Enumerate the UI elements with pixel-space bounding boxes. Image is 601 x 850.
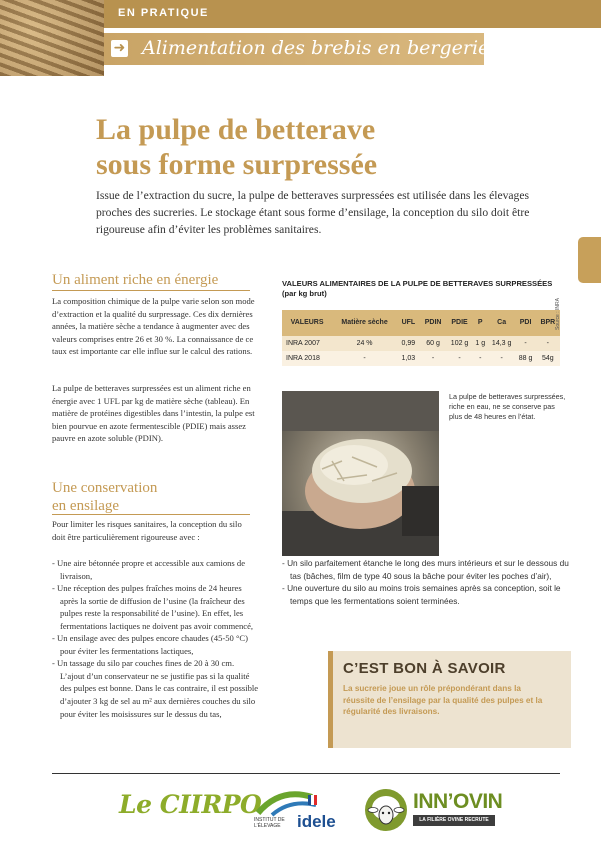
intro-paragraph: Issue de l’extraction du sucre, la pulpe de betteraves surpressées est utilisée dans les élevages proches des sucreries. Le stockage étant sous forme d’ensilage, la conception du silo doit être rigoureuse afin d’éviter les problèmes sanitaires. (96, 189, 530, 236)
arrow-right-icon: ➜ (111, 40, 128, 57)
table-header-cell: UFL (397, 310, 420, 336)
table-cell: - (516, 336, 536, 351)
table-subtitle: (par kg brut) (282, 289, 327, 298)
table-header-cell: PDIN (420, 310, 447, 336)
table-header-cell: P (473, 310, 488, 336)
silo-requirements-list-continued (282, 557, 582, 607)
silo-requirements-list (52, 557, 260, 720)
table-header-row (282, 310, 560, 336)
info-box-text: La sucrerie joue un rôle prépondérant dans la réussite de l’ensilage par la qualité des pulpes et la régularité des livraisons. (343, 684, 543, 716)
table-cell: 14,3 g (488, 336, 516, 351)
table-cell: - (488, 351, 516, 366)
table-cell: 1,03 (397, 351, 420, 366)
table-header-cell: PDI (516, 310, 536, 336)
table-source: Source : INRA (555, 298, 561, 330)
header-photo (0, 0, 104, 76)
sheep-icon (362, 788, 410, 832)
section2-intro: Pour limiter les risques sanitaires, la conception du silo doit être particulièrement rigoureuse avec : (52, 519, 242, 542)
idele-logo-small-text: INSTITUT DE L’ÉLEVAGE (254, 817, 285, 829)
table-cell: - (332, 351, 397, 366)
innovin-logo-text: INN’OVIN (413, 790, 503, 813)
list-item: - Un ensilage avec des pulpes encore chaudes (45-50 °C) pour éviter les fermentations lactiques, (52, 633, 249, 656)
list-item: - Une aire bétonnée propre et accessible aux camions de livraison, (52, 558, 246, 581)
table-cell: - (473, 351, 488, 366)
footer-rule (52, 773, 560, 774)
info-box-title: C’EST BON À SAVOIR (343, 660, 506, 677)
header-subtitle: Alimentation des brebis en bergerie (142, 37, 490, 59)
section-heading-conservation: Une conservation en ensilage (52, 480, 158, 514)
list-item: - Une réception des pulpes fraîches moins de 24 heures après la sortie de diffusion de l’usine (la fraîcheur des pulpes reste la responsabilité de l’usine). En effet, les fermentations lactiques ne doivent pas avoir commencé, (52, 583, 254, 631)
list-item: - Un silo parfaitement étanche le long des murs intérieurs et sur le dessous du tas (bâches, film de type 40 sous la bâche pour éviter les poches d’air), (282, 558, 569, 581)
beet-pulp-photo (282, 391, 439, 556)
innovin-tagline: LA FILIÈRE OVINE RECRUTE (413, 815, 495, 826)
table-cell: - (420, 351, 447, 366)
table-header-cell: PDIE (446, 310, 472, 336)
table-cell: INRA 2018 (282, 351, 332, 366)
table-cell: 0,99 (397, 336, 420, 351)
section-rule (52, 514, 250, 515)
idele-logo-text: idele (297, 812, 336, 831)
table-cell: 88 g (516, 351, 536, 366)
table-title (282, 279, 572, 299)
table-cell: - (446, 351, 472, 366)
table-row (282, 336, 560, 351)
table-header-cell: BPR (536, 310, 560, 336)
table-cell: 54g (536, 351, 560, 366)
section-heading-energy: Un aliment riche en énergie (52, 272, 219, 288)
table-row (282, 351, 560, 366)
table-header-cell: Ca (488, 310, 516, 336)
list-item: - Une ouverture du silo au moins trois semaines après sa conception, soit le temps que les fermentations soient terminées. (282, 583, 561, 606)
table-cell: 102 g (446, 336, 472, 351)
table-cell: 60 g (420, 336, 447, 351)
table-header-cell: Matière sèche (332, 310, 397, 336)
ciirpo-logo: Le CIIRPO (119, 790, 262, 819)
list-item: - Un tassage du silo par couches fines de 20 à 30 cm. L’ajout d’un conservateur ne se justifie pas si la qualité des pulpes est bonne. Dans le cas contraire, il est possible d’ajouter 3 kg de sel au m² aux dernières couches du silo pour éviter les moisissures sur le dessus du tas, (52, 658, 259, 719)
section-rule (52, 290, 250, 291)
table-cell: INRA 2007 (282, 336, 332, 351)
table-header-cell: VALEURS (282, 310, 332, 336)
page-title: La pulpe de betterave sous forme surpressée (96, 113, 378, 181)
nutrition-table (282, 310, 560, 366)
photo-caption: La pulpe de betteraves surpressées, riche en eau, ne se conserve pas plus de 48 heures en l’état. (449, 392, 566, 421)
section1-paragraph-1: La composition chimique de la pulpe varie selon son mode d’extraction et la qualité du surpressage. Ces dix dernières années, la matière sèche a tendance à augmenter avec des valeurs comprises entre 26 et 30 %. La connaissance de ce taux est importante car elle influe sur le calcul des rations. (52, 296, 255, 357)
side-tab-marker (578, 237, 601, 283)
table-cell: 1 g (473, 336, 488, 351)
table-title-text: VALEURS ALIMENTAIRES DE LA PULPE DE BETTERAVES SURPRESSÉES (282, 279, 553, 288)
table-cell: 24 % (332, 336, 397, 351)
section1-paragraph-2: La pulpe de betteraves surpressées est un aliment riche en énergie avec 1 UFL par kg de matière sèche (tableau). En matière de protéines digestibles dans l’intestin, la pulpe est bien pourvue en azote fermentescible (PDIE) mais assez pauvre en azote soluble (PDIN). (52, 383, 255, 444)
pulp-illustration (282, 391, 439, 556)
section-tag: EN PRATIQUE (118, 7, 209, 19)
table-cell: - (536, 336, 560, 351)
